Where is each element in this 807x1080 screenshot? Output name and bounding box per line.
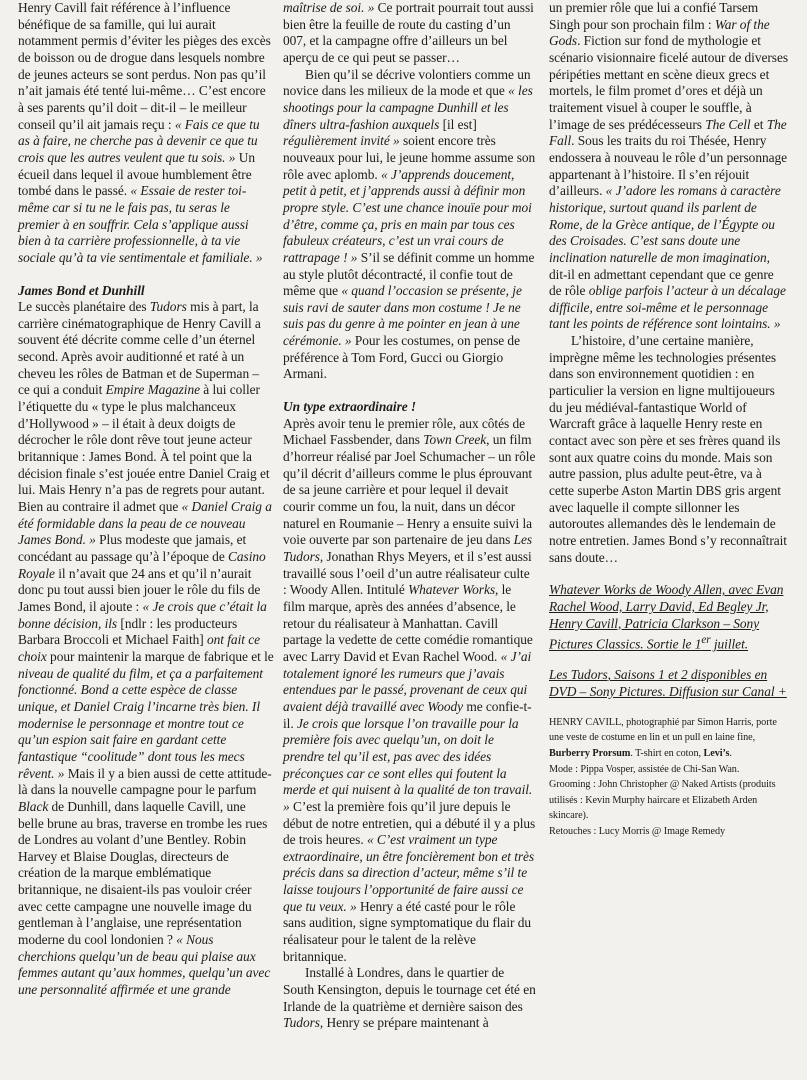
quote: « quand l’occasion se présente, je suis ravi de sauter dans mon costume ! Je ne suis pas du genre à me pointer en jean à une cérémonie. » [283, 283, 522, 349]
dvd-info-note: Les Tudors, Saisons 1 et 2 disponibles en DVD – Sony Pictures. Diffusion sur Canal + [549, 667, 787, 700]
quote: « J’apprends doucement, petit à petit, et j’apprends aussi à définir mon propre style. C’est une chance inouïe pour moi d’être, comme ça, pris en main par tous ces fabuleux créateurs, c’est un vrai cours de rattrapage ! » [283, 166, 532, 265]
paragraph: Bien qu’il se décrive volontiers comme un novice dans les milieux de la mode et que « les shootings pour la campagne Dunhill et les dîners ultra-fashion auxquels [il est] régulièrement invité » soient encore très nouveaux pour lui, le jeune homme assume son rôle avec aplomb. « J’apprends doucement, petit à petit, et j’apprends aussi à définir mon propre style. C’est une chance inouïe pour moi d’être, comme ça, pris en main par tous ces fabuleux créateurs, c’est un vrai cours de rattrapage ! » S’il se définit comme un homme au style plutôt décontracté, il confie tout de même que « quand l’occasion se présente, je suis ravi de sauter dans mon costume ! Je ne suis pas du genre à me pointer en jean à une cérémonie. » Pour les costumes, on pense de préférence à Tom Ford, Gucci ou Giorgio Armani. [283, 66, 536, 382]
retouch-credit: Retouches : Lucy Morris @ Image Remedy [549, 825, 726, 837]
quote: « J’ai totalement ignoré les rumeurs que j’avais entendues par le passé, provenant de ceux qui avaient déjà travaillé avec Woody [283, 648, 532, 714]
quote: « Fais ce que tu as à faire, ne cherche pas à devenir ce que tu crois que les autres veulent que tu sois. » [18, 116, 260, 165]
quote: Je crois que lorsque l’on travaille pour la première fois avec quelqu’un, on doit le prendre tel qu’il est, pas avec des idées préconçues car ce sont elles qui foutent la merde et qui nuisent à la qualité de ton travail. » [283, 715, 533, 814]
paragraph: maîtrise de soi. » Ce portrait pourrait tout aussi bien être la feuille de route du casting d’un 007, et la campagne offre d’ailleurs un bel aperçu de ce qui peut se passer… [283, 0, 534, 65]
quote: « Nous cherchions quelqu’un de beau qui plaise aux femmes autant qu’aux hommes, quelqu’un avec une personnalité affirmée et une grande [18, 932, 271, 998]
quote: « Je crois que c’était la bonne décision, ils [18, 598, 267, 631]
quote: oblige parfois l’acteur à un décalage difficile, entre soi-même et le personnage tant les points de référence sont lointains. » [549, 283, 786, 332]
quote: « Daniel Craig a été formidable dans la peau de ce nouveau James Bond. » [18, 499, 272, 548]
paragraph [18, 0, 274, 267]
body-text: Henry Cavill fait référence à l’influence bénéfique de sa famille, qui lui aurait notamment permis d’éviter les pièges des excès de boisson ou de drogue dans lesquels nombre de jeunes acteurs se sont perdus. Non pas qu’il n’ait jamais été tenté lui-même… C’est encore à ses parents qu’il doit – dit-il – le meilleur conseil qu’il ait jamais reçu : [18, 0, 271, 132]
paragraph: un premier rôle que lui a confié Tarsem Singh pour son prochain film : War of the Gods. Fiction sur fond de mythologie et scénario visionnaire ficelé autour de diverses péripéties mettant en scène dieux grecs et mortels, le film promet d’ores et déjà un traitement visuel à couper le souffle, à l’image de ses prédécesseurs The Cell et The Fall. Sous les traits du roi Thésée, Henry endossera à nouveau le rôle d’un personnage appartenant à l’histoire. Il s’en réjouit d’ailleurs. « J’adore les romans à caractère historique, surtout quand ils parlent de Rome, de la Grèce antique, de l’Égypte ou des Croisades. C’est sans doute une inclination naturelle de mon imagination, dit-il en admettant cependant que ce genre de rôle oblige parfois l’acteur à un décalage difficile, entre soi-même et le personnage tant les points de référence sont lointains. » [549, 0, 789, 332]
section-heading: Un type extraordinaire ! [283, 399, 417, 415]
fashion-credit: Mode : Pippa Vosper, assistée de Chi-San Wan. [549, 763, 740, 775]
paragraph: L’histoire, d’une certaine manière, imprègne même les technologies présentes dans son environnement quotidien : en particulier la version en ligne multijoueurs du jeu médiéval-fantastique World of Warcraft grâce à laquelle Henry reste en contact avec son père et ses frères quand ils sont aux quatre coins du monde. Mais son autre passion, plus adulte peut-être, va à cette superbe Aston Martin DBS gris argent avec laquelle il compte sillonner les autoroutes allemandes dès le lendemain de notre entretien. James Bond s’y reconnaîtrait sans doute… [549, 333, 787, 565]
quote: « Essaie de rester toi-même car si tu ne le fais pas, tu seras le premier à en souffrir. Cela s’applique aussi bien à ta carrière professionnelle, à ta vie sociale qu’à ta vie sentimentale et familiale. » [18, 183, 263, 265]
column-3 [549, 0, 789, 839]
quote: « J’adore les romans à caractère historique, surtout quand ils parlent de Rome, de la Grèce antique, de l’Égypte ou des Croisades. C’est sans doute une inclination naturelle de mon imagination, [549, 183, 781, 265]
quote: « les shootings pour la campagne Dunhill et les dîners ultra-fashion auxquels [283, 83, 533, 132]
film-info-note: Whatever Works de Woody Allen, avec Evan Rachel Wood, Larry David, Ed Begley Jr, Henry Cavill, Patricia Clarkson – Sony Pictures Classics. Sortie le 1er juillet. [549, 582, 784, 652]
section-heading: James Bond et Dunhill [18, 282, 145, 298]
body-text: Un écueil dans lequel il avoue humblement être tombé dans le passé. [18, 149, 255, 199]
quote: « C’est vraiment un type extraordinaire, un être foncièrement bon et très précis dans sa direction d’acteur, même s’il te laisse toujours l’opportunité de faire aussi ce que tu veux. » [283, 832, 535, 914]
paragraph: Après avoir tenu le premier rôle, aux côtés de Michael Fassbender, dans Town Creek, un film d’horreur réalisé par Joel Schumacher – un rôle qu’il décrit d’ailleurs comme le plus éprouvant de sa jeune carrière et pour lequel il devait courir comme un fou, la nuit, dans un décor naturel en Roumanie – Henry a ensuite suivi la voie ouverte par son partenaire de jeu dans Les Tudors, Jonathan Rhys Meyers, et il s’est aussi travaillé sous l’oeil d’un autre réalisateur culte : Woody Allen. Intitulé Whatever Works, le film marque, après des années d’absence, le retour du réalisateur à Manhattan. Cavill partage la vedette de cette comédie romantique avec Larry David et Evan Rachel Wood. « J’ai totalement ignoré les rumeurs que j’avais entendues par le passé, provenant de ceux qui avaient déjà travaillé avec Woody me confie-t-il. Je crois que lorsque l’on travaille pour la première fois avec quelqu’un, on doit le prendre tel qu’il est, pas avec des idées préconçues car ce sont elles qui foutent la merde et qui nuisent à la qualité de ton travail. » C’est la première fois qu’il jure depuis le début de notre entretien, qui a débuté il y a plus de trois heures. « C’est vraiment un type extraordinaire, un être foncièrement bon et très précis dans sa direction d’acteur, même s’il te laisse toujours l’opportunité de faire aussi ce que tu veux. » Henry a été casté pour le rôle sans audition, signe symptomatique du flair du réalisateur pour le talent de la relève britannique. [283, 415, 536, 964]
column-1 [18, 0, 274, 999]
grooming-credit: Grooming : John Christopher @ Naked Artists (produits utilisés : Kevin Murphy haircare et Elizabeth Arden skincare). [549, 779, 776, 822]
paragraph: Installé à Londres, dans le quartier de South Kensington, depuis le tournage cet été en Irlande de la quatrième et dernière saison des Tudors, Henry se prépare maintenant à [283, 965, 536, 1031]
paragraph: Le succès planétaire des Tudors mis à part, la carrière cinématographique de Henry Cavill a souvent été décrite comme celle d’un éternel second. Après avoir auditionné et raté à un cheveu les rôles de Batman et de Superman – ce qui a conduit Empire Magazine à lui coller l’étiquette du « type le plus malchanceux d’Hollywood » – il était à deux doigts de décrocher le rôle dont rêve tout jeune acteur britannique : James Bond. À tel point que la décision finale s’est jouée entre Daniel Craig et lui. Mais Henry n’a pas de regrets pour autant. Bien au contraire il admet que « Daniel Craig a été formidable dans la peau de ce nouveau James Bond. » Plus modeste que jamais, et concédant au passage qu’à l’époque de Casino Royale il n’avait que 24 ans et qu’il n’aurait donc pu tout aussi bien jouer le rôle du fils de James Bond, il ajoute : « Je crois que c’était la bonne décision, ils [ndlr : les producteurs Barbara Broccoli et Michael Faith] ont fait ce choix pour maintenir la marque de fabrique et le niveau de qualité du film, et ça a parfaitement fonctionné. Bond a cette espèce de classe unique, et Daniel Craig l’incarne très bien. Il modernise le personnage et montre tout ce qu’un espion sait faire en gardant cette fantastique “coolitude” dont tous les mecs rêvent. » Mais il y a bien aussi de cette attitude-là dans la nouvelle campagne pour le parfum Black de Dunhill, dans laquelle Cavill, une belle brune au bras, traverse en trombe les rues de Londres au volant d’une Bentley. Robin Harvey et Blaise Douglas, directeurs de création de la marque emblématique britannique, ne disaient-ils pas vouloir créer avec cette campagne une nouvelle image du gentleman à l’anglaise, une représentation moderne du cool londonien ? « Nous cherchions quelqu’un de beau qui plaise aux femmes autant qu’aux hommes, quelqu’un avec une personnalité affirmée et une grande [18, 299, 274, 998]
column-2 [283, 0, 536, 1032]
quote: niveau de qualité du film, et ça a parfaitement fonctionné. Bond a cette espèce de classe unique, et Daniel Craig l’incarne très bien. Il modernise le personnage et montre tout ce qu’un espion sait faire en gardant cette fantastique “coolitude” dont tous les mecs rêvent. » [18, 665, 263, 781]
photo-credit: HENRY CAVILL, photographié par Simon Harris, porte une veste de costume en lin et un pull en laine fine, Burberry Prorsum. T-shirt en coton, Levi’s. [549, 716, 777, 759]
